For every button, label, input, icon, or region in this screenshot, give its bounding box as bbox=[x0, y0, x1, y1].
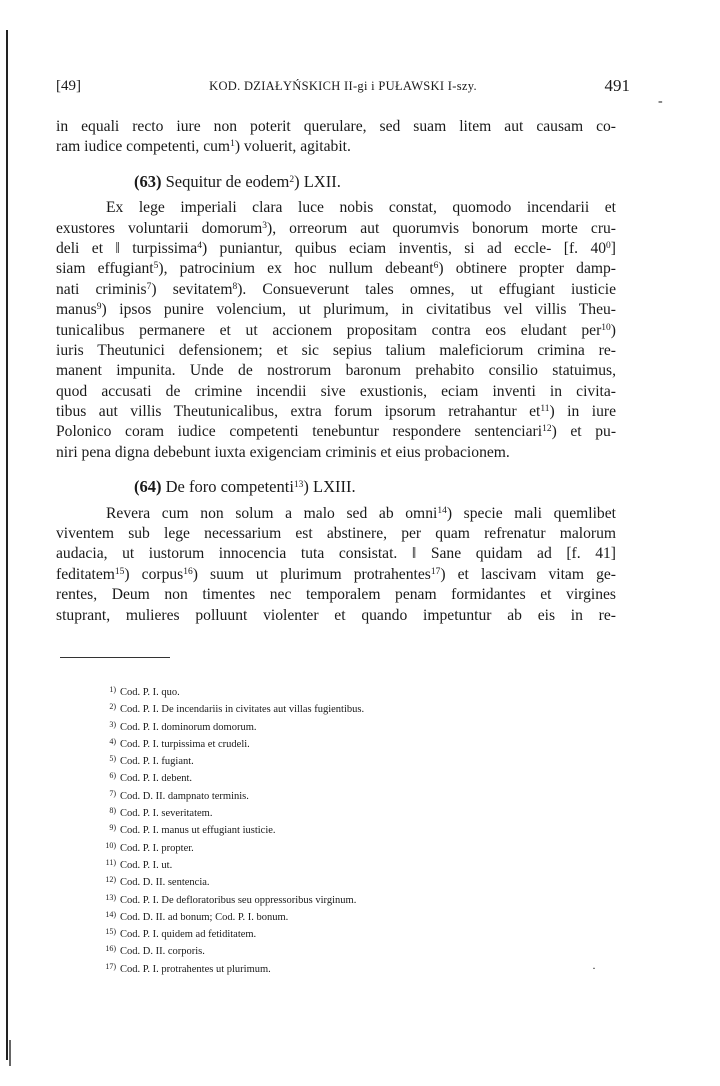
line-text: ) in iure bbox=[549, 403, 616, 421]
footnote-ref: 12 bbox=[542, 424, 552, 435]
text-line bbox=[56, 443, 616, 463]
footnote-text: Cod. P. I. dominorum domorum. bbox=[120, 721, 257, 733]
line-text: manent impunita. Unde de nostrorum baronum prehabito consilio statuimus, bbox=[56, 362, 616, 380]
line-text: ) suum ut plurimum protrahentes bbox=[192, 565, 431, 583]
footnote: 11) Cod. P. I. ut. bbox=[105, 857, 173, 871]
footnote: 16) Cod. D. II. corporis. bbox=[105, 944, 205, 958]
section-number: (64) bbox=[134, 477, 162, 497]
footnote-ref: 5 bbox=[153, 261, 159, 272]
text-line bbox=[56, 606, 616, 626]
footnote: 8) Cod. P. I. severitatem. bbox=[109, 806, 213, 820]
footnote-text: Cod. P. I. manus ut effugiant iusticie. bbox=[120, 825, 276, 837]
line-text: niri pena digna debebunt iuxta exigenciam criminis et eius probacionem. bbox=[56, 443, 510, 461]
text-line bbox=[56, 198, 616, 218]
line-text: in equali recto iure non poterit querulare, sed suam litem aut causam co- bbox=[56, 118, 616, 135]
footnote-text: Cod. P. I. quidem ad fetiditatem. bbox=[120, 929, 257, 941]
line-text: ) obtinere propter damp- bbox=[438, 260, 616, 278]
line-text: ). Consueverunt tales omnes, ut effugiant iusticie bbox=[237, 280, 616, 298]
stray-dot: · bbox=[592, 961, 596, 975]
folio-superscript: 0 bbox=[606, 240, 611, 251]
footnote-text: Cod. D. II. ad bonum; Cod. P. I. bonum. bbox=[120, 911, 289, 923]
footnote-ref: 11 bbox=[540, 404, 550, 415]
footnote-text: Cod. D. II. dampnato terminis. bbox=[120, 790, 249, 802]
footnote: 2) Cod. P. I. De incendariis in civitates aut villas fugientibus. bbox=[109, 702, 365, 716]
line-text: audacia, ut iustorum innocencia tuta consistat. ‖ Sane quidam ad [f. 41] bbox=[56, 545, 616, 563]
footnote-ref: 2 bbox=[289, 174, 295, 185]
text-line bbox=[56, 544, 616, 564]
page-number-right: 491 bbox=[604, 76, 630, 95]
section-heading-64 bbox=[56, 477, 616, 497]
footnote-text: Cod. D. II. sentencia. bbox=[120, 877, 210, 889]
text-line bbox=[56, 524, 616, 544]
line-text: Revera cum non solum a malo sed ab omni bbox=[106, 504, 438, 522]
text-line bbox=[56, 321, 616, 341]
text-line bbox=[56, 341, 616, 361]
text-line bbox=[56, 422, 616, 442]
line-text: stuprant, mulieres polluunt violenter et quando impetuntur ab eis in re- bbox=[56, 606, 616, 624]
footnote-ref: 7 bbox=[146, 281, 152, 292]
margin-dot: - bbox=[658, 94, 663, 109]
section-title: De foro competenti bbox=[161, 477, 294, 497]
line-text: ] bbox=[610, 239, 616, 257]
footnote-text: Cod. P. I. propter. bbox=[120, 842, 194, 854]
footnote-rule bbox=[60, 657, 170, 658]
footnote: 7) Cod. D. II. dampnato terminis. bbox=[109, 788, 249, 802]
line-text: deli et ‖ turpissima bbox=[56, 239, 198, 257]
footnote-ref: 10 bbox=[601, 322, 611, 333]
footnote-ref: 3 bbox=[262, 220, 268, 231]
line-text: ) puniantur, quibus eciam inventis, si ad eccle- [f. 40 bbox=[201, 239, 607, 257]
footnote: 12) Cod. D. II. sentencia. bbox=[105, 875, 210, 889]
footnote-text: Cod. P. I. De incendariis in civitates aut villas fugientibus. bbox=[120, 704, 365, 716]
text-line bbox=[56, 402, 616, 422]
line-text: tunicalibus permanere et ut accionem propositam contra eos eludant per bbox=[56, 321, 602, 339]
footnote-text: Cod. P. I. debent. bbox=[120, 773, 193, 785]
footnote-ref: 9 bbox=[96, 302, 102, 313]
text-line bbox=[56, 585, 616, 605]
running-title: KOD. DZIAŁYŃSKICH II-gi i PUŁAWSKI I-szy. bbox=[209, 79, 477, 93]
text-line bbox=[56, 117, 616, 137]
line-text: siam effugiant bbox=[56, 260, 154, 278]
line-text: ) corpus bbox=[124, 565, 184, 583]
footnote: 5) Cod. P. I. fugiant. bbox=[109, 754, 194, 768]
footnote-text: Cod. P. I. protrahentes ut plurimum. bbox=[120, 963, 271, 975]
footnote-ref: 8 bbox=[232, 281, 238, 292]
text-line bbox=[56, 382, 616, 402]
main-text bbox=[56, 117, 616, 626]
footnote: 14) Cod. D. II. ad bonum; Cod. P. I. bonum. bbox=[105, 909, 289, 923]
text-line bbox=[56, 280, 616, 300]
footnote-ref: 13 bbox=[293, 480, 304, 491]
footnote: 4) Cod. P. I. turpissima et crudeli. bbox=[109, 736, 250, 750]
footnote: 9) Cod. P. I. manus ut effugiant iusticie. bbox=[109, 823, 276, 837]
section-title-end: ) LXII. bbox=[294, 171, 341, 191]
running-head bbox=[56, 76, 630, 100]
line-text: tibus aut villis Theutunicalibus, extra forum ipsorum retrahantur et bbox=[56, 403, 541, 421]
section-number: (63) bbox=[134, 171, 162, 191]
footnote: 6) Cod. P. I. debent. bbox=[109, 771, 193, 785]
footnote: 17) Cod. P. I. protrahentes ut plurimum. bbox=[105, 961, 271, 975]
line-text: ) voluerit, agitabit. bbox=[234, 138, 351, 156]
footnote: 13) Cod. P. I. De defloratoribus seu oppressoribus virginum. bbox=[105, 892, 357, 906]
line-text: ), patrocinium ex hoc nullum debeant bbox=[158, 260, 434, 278]
section-title: Sequitur de eodem bbox=[161, 171, 290, 191]
footnote-ref: 14 bbox=[437, 505, 447, 516]
footnote-text: Cod. P. I. severitatem. bbox=[120, 808, 213, 820]
line-text: Polonico coram iudice competenti tenebuntur respondere sentenciari bbox=[56, 423, 543, 441]
section-title-end: ) LXIII. bbox=[303, 477, 356, 497]
line-text: ) et pu- bbox=[551, 423, 616, 441]
line-text: ) sevitatem bbox=[151, 280, 233, 298]
text-line bbox=[56, 504, 616, 524]
text-line bbox=[56, 565, 616, 585]
line-text: ), orreorum aut quorumvis bonorum morte cru- bbox=[267, 219, 616, 237]
line-text: nati criminis bbox=[56, 280, 147, 298]
section-heading-63 bbox=[56, 172, 616, 192]
line-text: manus bbox=[56, 301, 97, 319]
line-text: feditatem bbox=[56, 565, 115, 583]
footnote-ref: 4 bbox=[197, 240, 202, 251]
footnotes bbox=[100, 684, 520, 978]
line-text: ) specie mali quemlibet bbox=[446, 504, 616, 522]
footnote-ref: 1 bbox=[230, 139, 235, 150]
footnote-text: Cod. P. I. quo. bbox=[120, 687, 180, 698]
line-text: rentes, Deum non timentes nec temporalem penam formidantes et virgines bbox=[56, 586, 616, 604]
footnote-text: Cod. D. II. corporis. bbox=[120, 946, 205, 958]
footnote-ref: 16 bbox=[183, 566, 193, 577]
text-line bbox=[56, 300, 616, 320]
page-number-left: [49] bbox=[56, 78, 81, 94]
line-text: Ex lege imperiali clara luce nobis constat, quomodo incendarii et bbox=[106, 199, 616, 217]
footnote-text: Cod. P. I. fugiant. bbox=[120, 756, 194, 768]
text-line bbox=[56, 137, 616, 157]
footnote: 3) Cod. P. I. dominorum domorum. bbox=[109, 719, 257, 733]
footnote: 10) Cod. P. I. propter. bbox=[105, 840, 194, 854]
footnote-ref: 15 bbox=[114, 566, 125, 577]
line-text: ) et lascivam vitam ge- bbox=[440, 565, 616, 583]
text-line bbox=[56, 219, 616, 239]
footnote-text: Cod. P. I. De defloratoribus seu oppressoribus virginum. bbox=[120, 894, 357, 906]
line-text: ) ipsos punire volencium, ut plurimum, in civitatibus vel villis Theu- bbox=[101, 301, 616, 319]
line-text: quod accusati de crimine incendii sive exustionis, eciam inventi in civita- bbox=[56, 382, 616, 400]
footnote-ref: 6 bbox=[433, 261, 439, 272]
line-text: exustores voluntarii domorum bbox=[56, 219, 263, 237]
line-text: iuris Theutunici defensionem; et sic sepius talium maleficiorum crimina re- bbox=[56, 341, 616, 359]
footnote-text: Cod. P. I. turpissima et crudeli. bbox=[120, 738, 250, 750]
text-line bbox=[56, 239, 616, 259]
line-text: ) bbox=[610, 321, 616, 339]
text-line bbox=[56, 361, 616, 381]
footnote-text: Cod. P. I. ut. bbox=[120, 859, 173, 871]
line-text: viventem sub lege necessarium est abstinere, per quam refrenatur malorum bbox=[56, 525, 616, 543]
footnote: 15) Cod. P. I. quidem ad fetiditatem. bbox=[105, 927, 257, 941]
footnote: 1) Cod. P. I. quo. bbox=[109, 685, 180, 698]
binding-edge-line bbox=[6, 30, 8, 1060]
text-line bbox=[56, 259, 616, 279]
binding-edge-stub bbox=[9, 1040, 11, 1066]
line-text: ram iudice competenti, cum bbox=[56, 138, 231, 156]
footnote-ref: 17 bbox=[430, 566, 441, 577]
